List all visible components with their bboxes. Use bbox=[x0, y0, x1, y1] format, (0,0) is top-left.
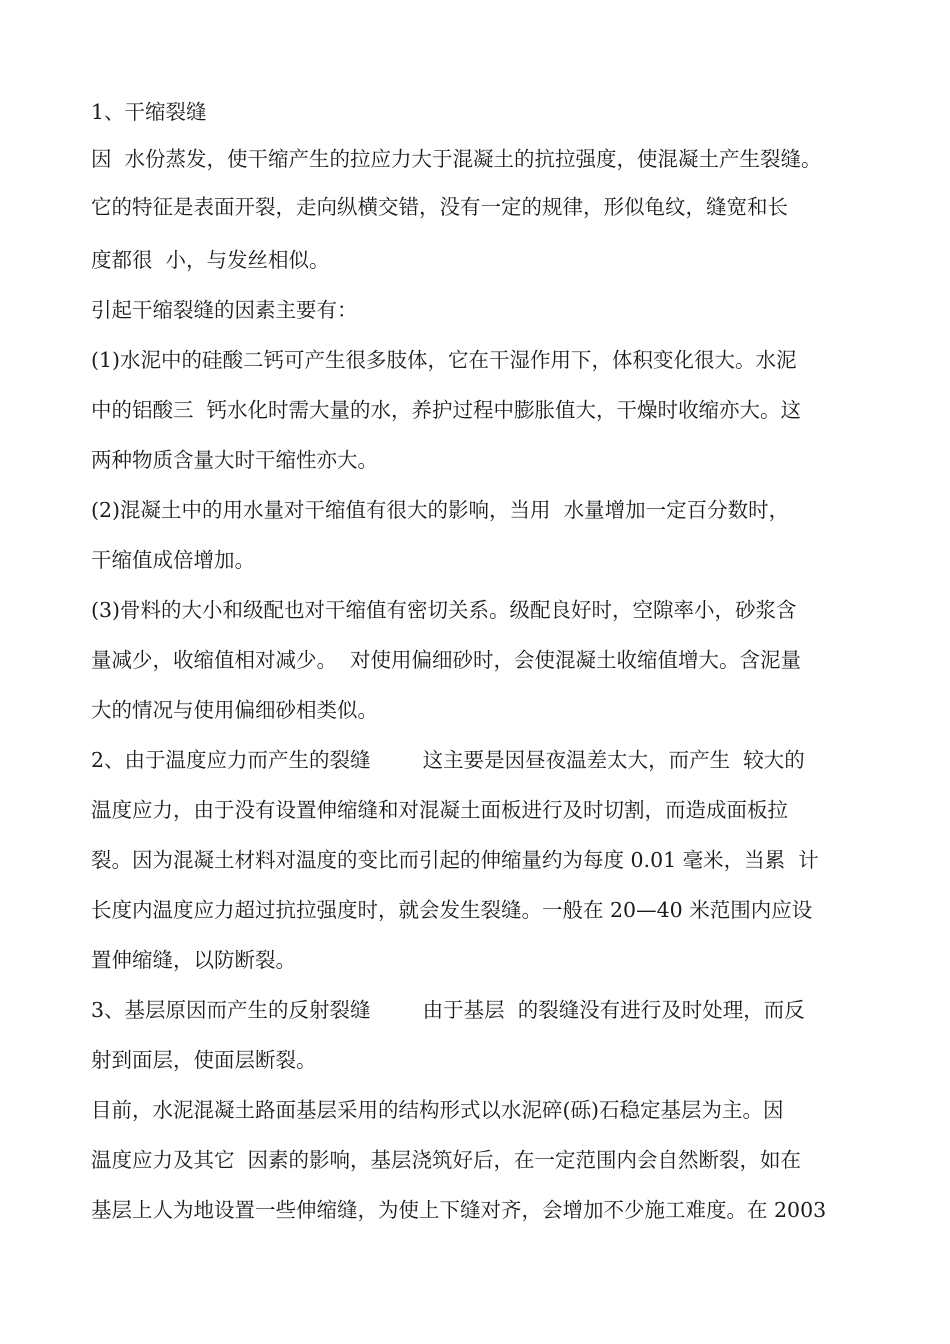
body-text-line: 温度应力，由于没有设置伸缩缝和对混凝土面板进行及时切割，而造成面板拉 bbox=[91, 798, 788, 822]
body-text-line: 基层上人为地设置一些伸缩缝，为使上下缝对齐，会增加不少施工难度。在 2003 bbox=[91, 1198, 827, 1222]
body-text-line: 温度应力及其它 因素的影响，基层浇筑好后，在一定范围内会自然断裂，如在 bbox=[91, 1148, 802, 1172]
section-heading-dry-shrinkage-cracks: 1、干缩裂缝 bbox=[91, 100, 207, 124]
body-text-line: 度都很 小，与发丝相似。 bbox=[91, 248, 330, 272]
list-item-1-line: 两种物质含量大时干缩性亦大。 bbox=[91, 448, 378, 472]
body-text-line: 它的特征是表面开裂，走向纵横交错，没有一定的规律，形似龟纹，缝宽和长 bbox=[91, 195, 788, 219]
list-item-3-line: 大的情况与使用偏细砂相类似。 bbox=[91, 698, 378, 722]
list-item-1-line: 中的铝酸三 钙水化时需大量的水，养护过程中膨胀值大，干燥时收缩亦大。这 bbox=[91, 398, 802, 422]
body-text-line: 射到面层，使面层断裂。 bbox=[91, 1048, 317, 1072]
body-text-line: 因 水份蒸发，使干缩产生的拉应力大于混凝土的抗拉强度，使混凝土产生裂缝。 bbox=[91, 147, 822, 171]
list-item-3-line: (3)骨料的大小和级配也对干缩值有密切关系。级配良好时，空隙率小，砂浆含 bbox=[91, 598, 797, 622]
list-item-1-line: (1)水泥中的硅酸二钙可产生很多肢体，它在干湿作用下，体积变化很大。水泥 bbox=[91, 348, 797, 372]
list-item-3-line: 量减少，收缩值相对减少。 对使用偏细砂时，会使混凝土收缩值增大。含泥量 bbox=[91, 648, 802, 672]
list-item-2-line: 干缩值成倍增加。 bbox=[91, 548, 255, 572]
section-heading-reflective-cracks: 3、基层原因而产生的反射裂缝 由于基层 的裂缝没有进行及时处理，而反 bbox=[91, 998, 805, 1022]
body-text-line: 置伸缩缝，以防断裂。 bbox=[91, 948, 296, 972]
body-text-line: 长度内温度应力超过抗拉强度时，就会发生裂缝。一般在 20—40 米范围内应设 bbox=[91, 898, 813, 922]
body-text-line: 引起干缩裂缝的因素主要有： bbox=[91, 298, 358, 322]
body-text-line: 裂。因为混凝土材料对温度的变比而引起的伸缩量约为每度 0.01 毫米，当累 计 bbox=[91, 848, 819, 872]
body-text-line: 目前，水泥混凝土路面基层采用的结构形式以水泥碎(砾)石稳定基层为主。因 bbox=[91, 1098, 784, 1122]
list-item-2-line: (2)混凝土中的用水量对干缩值有很大的影响，当用 水量增加一定百分数时， bbox=[91, 498, 790, 522]
section-heading-temperature-stress-cracks: 2、由于温度应力而产生的裂缝 这主要是因昼夜温差太大，而产生 较大的 bbox=[91, 748, 805, 772]
